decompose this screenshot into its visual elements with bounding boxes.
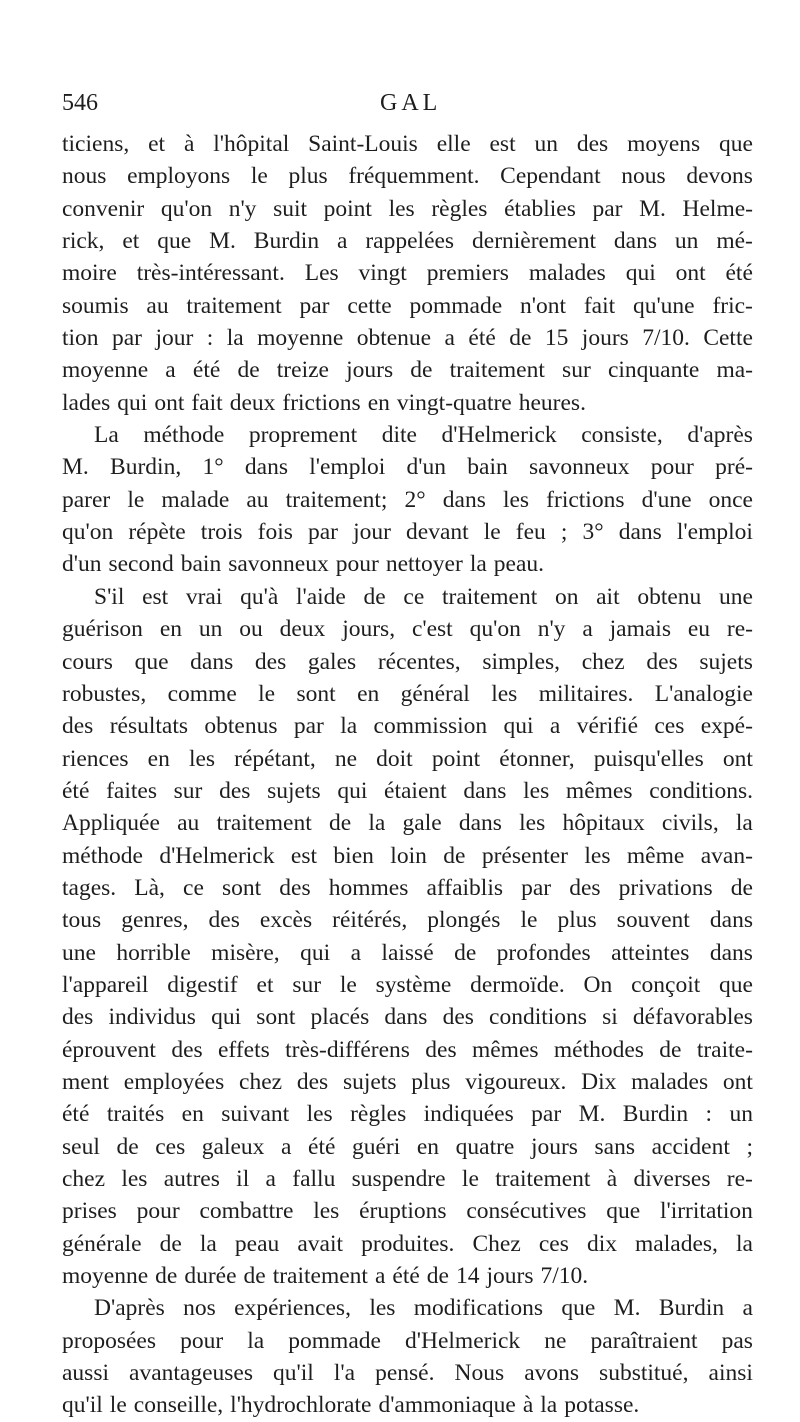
text-line: prises pour combattre les éruptions consécutives que l'irritation <box>62 1198 753 1225</box>
text-line: moire très-intéressant. Les vingt premiers malades qui ont été <box>62 260 753 287</box>
body-text <box>62 128 753 1422</box>
text-line: convenir qu'on n'y suit point les règles établies par M. Helme- <box>62 195 753 222</box>
text-line: moyenne a été de treize jours de traitement sur cinquante ma- <box>62 357 753 384</box>
text-line: Appliquée au traitement de la gale dans les hôpitaux civils, la <box>62 810 753 837</box>
running-head <box>62 90 742 130</box>
text-line: cours que dans des gales récentes, simples, chez des sujets <box>62 648 753 675</box>
text-line: méthode d'Helmerick est bien loin de présenter les même avan- <box>62 842 753 869</box>
text-line: rick, et que M. Burdin a rappelées dernièrement dans un mé- <box>62 228 753 255</box>
text-line: éprouvent des effets très-différens des mêmes méthodes de traite- <box>62 1036 753 1063</box>
text-line: S'il est vrai qu'à l'aide de ce traitement on ait obtenu une <box>94 583 753 610</box>
text-line: lades qui ont fait deux frictions en vingt-quatre heures. <box>62 389 586 416</box>
text-line: M. Burdin, 1° dans l'emploi d'un bain savonneux pour pré- <box>62 454 753 481</box>
text-line: l'appareil digestif et sur le système dermoïde. On conçoit que <box>62 971 753 998</box>
page-number: 546 <box>62 90 98 116</box>
text-line: générale de la peau avait produites. Chez ces dix malades, la <box>62 1230 753 1257</box>
text-line: été faites sur des sujets qui étaient dans les mêmes conditions. <box>62 777 753 804</box>
text-line: une horrible misère, qui a laissé de profondes atteintes dans <box>62 939 753 966</box>
text-line: guérison en un ou deux jours, c'est qu'on n'y a jamais eu re- <box>62 616 753 643</box>
running-title: GAL <box>380 90 442 116</box>
text-line: proposées pour la pommade d'Helmerick ne paraîtraient pas <box>62 1327 753 1354</box>
text-line: aussi avantageuses qu'il l'a pensé. Nous avons substitué, ainsi <box>62 1360 753 1387</box>
text-line: La méthode proprement dite d'Helmerick consiste, d'après <box>94 422 753 449</box>
text-line: seul de ces galeux a été guéri en quatre jours sans accident ; <box>62 1133 753 1160</box>
text-line: ticiens, et à l'hôpital Saint-Louis elle est un des moyens que <box>62 131 753 157</box>
text-line: des résultats obtenus par la commission qui a vérifié ces expé- <box>62 713 753 740</box>
text-line: qu'on répète trois fois par jour devant le feu ; 3° dans l'emploi <box>62 519 753 546</box>
text-line: parer le malade au traitement; 2° dans les frictions d'une once <box>62 486 753 513</box>
text-line: tous genres, des excès réitérés, plongés le plus souvent dans <box>62 907 753 934</box>
text-line: moyenne de durée de traitement a été de 14 jours 7/10. <box>62 1263 589 1290</box>
text-line: d'un second bain savonneux pour nettoyer la peau. <box>62 551 545 578</box>
text-line: riences en les répétant, ne doit point étonner, puisqu'elles ont <box>62 745 753 772</box>
text-line: tion par jour : la moyenne obtenue a été de 15 jours 7/10. Cette <box>62 325 753 352</box>
text-line: soumis au traitement par cette pommade n'ont fait qu'une fric- <box>62 292 753 319</box>
text-line: été traités en suivant les règles indiquées par M. Burdin : un <box>62 1101 753 1128</box>
text-line: D'après nos expériences, les modifications que M. Burdin a <box>94 1295 753 1322</box>
text-line: chez les autres il a fallu suspendre le traitement à diverses re- <box>62 1166 753 1192</box>
text-line: nous employons le plus fréquemment. Cependant nous devons <box>62 163 753 190</box>
text-line: robustes, comme le sont en général les militaires. L'analogie <box>62 680 753 707</box>
text-line: ment employées chez des sujets plus vigoureux. Dix malades ont <box>62 1068 753 1095</box>
text-line: tages. Là, ce sont des hommes affaiblis par des privations de <box>62 874 753 901</box>
text-line: qu'il le conseille, l'hydrochlorate d'ammoniaque à la potasse. <box>62 1392 640 1419</box>
text-line: des individus qui sont placés dans des conditions si défavorables <box>62 1004 753 1031</box>
